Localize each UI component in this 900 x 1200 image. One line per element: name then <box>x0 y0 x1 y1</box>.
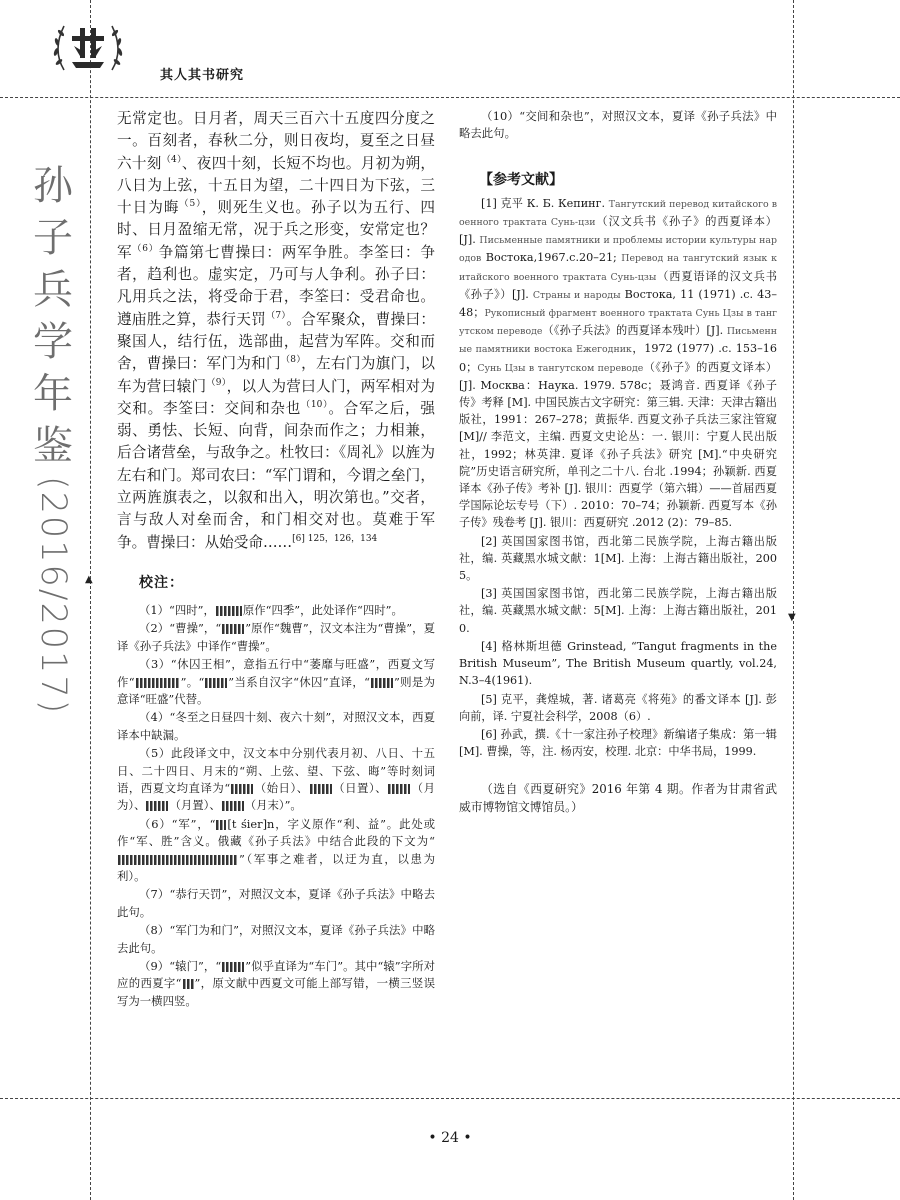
reference-item: [5] 克平，龚煌城，著. 诸葛亮《将苑》的番文译本 [J]. 彭向前，译. 宁夏社会科学，2008（6）. <box>459 692 777 723</box>
source-note: （选自《西夏研究》2016 年第 4 期。作者为甘肃省武威市博物馆文博馆员。） <box>459 782 777 815</box>
note-item: （10）“交间和杂也”，对照汉文本，夏译《孙子兵法》中略去此句。 <box>459 109 777 141</box>
triangle-up-icon: ▲ <box>85 574 93 585</box>
note-item: （8）“军门为和门”，对照汉文本，夏译《孙子兵法》中略去此句。 <box>117 923 435 955</box>
note-item: （4）“冬至之日昼四十刻、夜六十刻”，对照汉文本，西夏译本中缺漏。 <box>117 710 435 742</box>
citation: [6] 125，126，134 <box>292 533 378 544</box>
title-char: 年 <box>33 371 73 417</box>
section-header: 其人其书研究 <box>160 68 245 83</box>
header-rule <box>0 97 900 98</box>
note-item: （5）此段译文中，汉文本中分别代表月初、八日、十五日、二十四日、月末的“朔、上弦、望、下弦、晦”等时刻词语，西夏文均直译为“ （始日）、 （日置）、 （月为）、 （月置）、 （月末）”。 <box>117 746 435 813</box>
journal-logo-icon <box>50 18 126 78</box>
main-text: 无常定也。日月者，周天三百六十五度四分度之一。百刻者，春秋二分，则日夜均，夏至之日昼六十刻$^{(4)}$、夜四十刻，长短不均也。月初为朔，八日为上弦，十五日为望，二十四日为下弦，三十日为晦$^{(5)}$，则死生义也。孙子以为五行、四时、日月盈缩无常，况于兵之形变，安常定也？军$^{(6)}$争篇第七曹操曰：两军争胜。李筌曰：争者，趋利也。虚实定，乃可与人争利。孙子曰：凡用兵之法，将受命于君，李筌曰：受君命也。遵庙胜之算，恭行天罚$^{(7)}$。合军聚众，曹操曰：聚国人，结行伍，选部曲，起营为军阵。交和而舍，曹操曰：军门为和门$^{(8)}$，左右门为旗门，以车为营曰辕门$^{(9)}$，以人为营曰人门，两军相对为交和。李筌曰：交间和杂也$^{(10)}$。合军之后，强弱、勇怯、长短、向背，间杂而作之；力相兼，后合诸营垒，与敌争之。杜牧曰：《周礼》以旌为左右和门。郑司农曰：“军门谓和，今谓之垒门，立两旌旗表之，以叙和出入，明次第也。”交者，言与敌人对垒而舍，和门相交对也。莫难于军争。曹操曰：从始受命……$^{[6] 125,126,134}$ <box>117 110 435 551</box>
vertical-title <box>28 160 78 715</box>
right-column <box>459 108 777 816</box>
title-year: (2016/2017) <box>33 476 73 716</box>
references-heading: 【参考文献】 <box>479 171 563 188</box>
footer-rule <box>0 1098 900 1099</box>
reference-item: [3] 英国国家图书馆，西北第二民族学院，上海古籍出版社，编. 英藏黑水城文献：5[M]. 上海：上海古籍出版社，2010. <box>459 587 777 635</box>
reference-item: [4] 格林斯坦德 Grinstead, “Tangut fragments in the British Museum”, The British Museum quartly, vol.24,N.3–4(1961). <box>459 639 777 688</box>
right-guide-rule <box>793 0 794 1200</box>
page-number: • 24 • <box>428 1130 472 1146</box>
note-item: （3）“休囚王相”，意指五行中“萎靡与旺盛”，西夏文写作“ ”。“ ”当系自汉字“休囚”直译，“ ”则是为意译“旺盛”代替。 <box>117 657 435 706</box>
notes-title: 校注： <box>139 574 184 591</box>
note-item: （7）“恭行天罚”，对照汉文本，夏译《孙子兵法》中略去此句。 <box>117 887 435 919</box>
title-char: 孙 <box>33 163 73 209</box>
note-item: （6）“军”，“ [t śier]n，字义原作“利、益”。此处或作“军、胜”含义。俄藏《孙子兵法》中结合此段的下文为“”（军事之难者，以迂为直，以患为利）。 <box>117 816 435 884</box>
note-item: （1）“四时”， 原作“四季”，此处译作“四时”。 <box>139 602 403 617</box>
note-item: （9）“辕门”，“ ”似乎直译为“车门”。其中“辕”字所对应的西夏字“ ”，原文献中西夏文可能上部写错，一横三竖误写为一横四竖。 <box>117 959 436 1008</box>
left-guide-rule <box>90 0 91 1200</box>
title-char: 兵 <box>33 267 73 313</box>
note-item: （2）“曹操”，“ ”原作“魏曹”，汉文本注为“曹操”，夏译《孙子兵法》中译作“曹操”。 <box>117 621 436 653</box>
title-char: 子 <box>33 215 73 261</box>
title-char: 学 <box>33 319 73 365</box>
title-char: 鉴 <box>33 423 73 469</box>
left-column <box>117 108 435 1011</box>
reference-item: [2] 英国国家图书馆，西北第二民族学院，上海古籍出版社，编. 英藏黑水城文献：1[M]. 上海：上海古籍出版社，2005。 <box>459 534 777 583</box>
reference-item: [6] 孙武，撰.《十一家注孙子校理》新编诸子集成：第一辑 [M]. 曹操，等，注. 杨丙安，校理. 北京：中华书局，1999. <box>459 727 777 759</box>
triangle-down-icon: ▼ <box>788 612 796 623</box>
reference-item: [1] 克平 К. Б. Кепинг. Тангутский перевод китайского военного трактата Сунь-цзи（汉文兵书《孙子》的西夏译本）[J]. Письменные памятники и проблемы истории культуры народов Востока,1967.с.20–21; Перевод на тангутский язык китайского военного трактата Сунь-цзы（西夏语译的汉文兵书《孙子》）[J]. Страны и народы Востока, 11 (1971) .с. 43–48；Рукописный фрагмент военного трактата Сунь Цзы в тангутском переводе（《孙子兵法》的西夏译本残叶）[J]. Письменные памятники востока Ежегодник，1972 (1977) .с. 153–160；Сунь Цзы в тангутском переводе（《孙子》的西夏文译本）[J]. Москва：Наука. 1979. 578с；聂鸿音. 西夏译《孙子传》考释 [M]. 中国民族古文字研究：第三辑. 天津：天津古籍出版社，1991：267–278；黄振华. 西夏文孙子兵法三家注管窥 [M]// 李范文，主编. 西夏文史论丛：一. 银川：宁夏人民出版社，1992；林英津. 夏译《孙子兵法》研究 [M].“中央研究院”历史语言研究所，单刊之二十八. 台北 .1994；孙颖新. 西夏译本《孙子传》考补 [J]. 银川：西夏学（第六辑）——首届西夏学国际论坛专号（下）. 2010：70–74；孙颖新. 西夏写本《孙子传》残卷考 [J]. 银川：西夏研究 .2012 (2)：79–85. <box>459 196 778 530</box>
